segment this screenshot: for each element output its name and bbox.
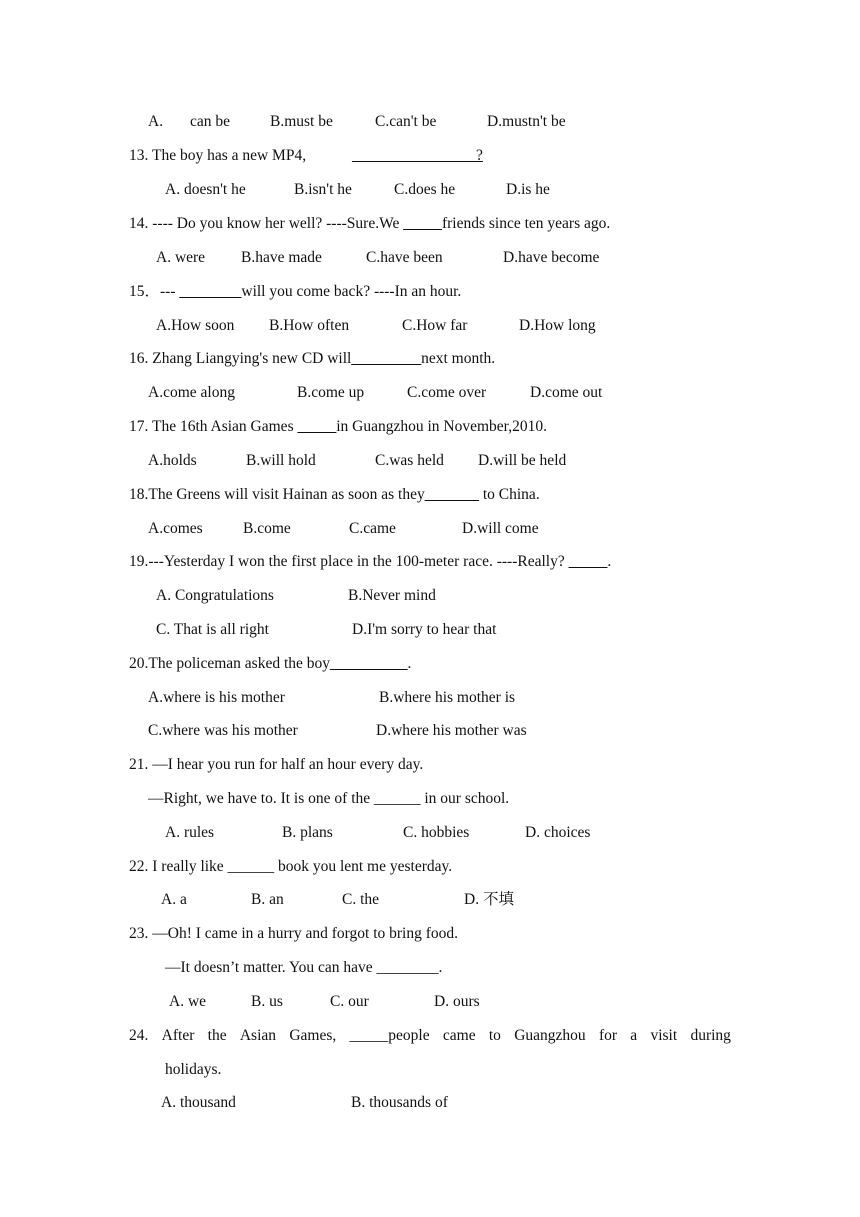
q24-word: 24. xyxy=(129,1027,149,1044)
q15-option-c: C.How far xyxy=(402,317,468,334)
q24-word: came xyxy=(442,1027,476,1044)
q16-option-d: D.come out xyxy=(530,384,603,401)
q17-stem-b: in Guangzhou in November,2010. xyxy=(336,418,547,435)
q21-stem: 21. —I hear you run for half an hour every day. xyxy=(129,756,424,773)
q22-option-b: B. an xyxy=(251,891,284,908)
q24-option-b: B. thousands of xyxy=(351,1094,448,1111)
q20-stem xyxy=(129,654,411,674)
q12-option-a: can be xyxy=(190,113,231,130)
q24-word: _____people xyxy=(349,1027,430,1044)
q13-stem xyxy=(129,146,306,166)
q14-stem-b: friends since ten years ago. xyxy=(441,215,611,232)
q18-stem-a: 18.The Greens will visit Hainan as soon as they xyxy=(129,486,425,503)
q21-stem-reply: —Right, we have to. It is one of the ______ in our school. xyxy=(148,790,510,807)
q15-option-a: A.How soon xyxy=(156,317,235,334)
q16-stem-a: 16. Zhang Liangying's new CD will xyxy=(129,350,352,367)
q17-option-b: B.will hold xyxy=(246,452,316,469)
q16-option-b: B.come up xyxy=(297,384,365,401)
q18-option-b: B.come xyxy=(243,520,291,537)
q19-option-a: A. Congratulations xyxy=(156,587,274,604)
q24-word: After xyxy=(161,1027,195,1044)
q19-stem xyxy=(129,552,611,572)
q24-stem xyxy=(129,1026,731,1046)
q20-stem-b: . xyxy=(407,655,412,672)
q14-stem-a: 14. ---- Do you know her well? ----Sure.We xyxy=(129,215,404,232)
q12-option-b: B.must be xyxy=(270,113,333,130)
q15-option-d: D.How long xyxy=(519,317,596,334)
q13-option-d: D.is he xyxy=(506,181,550,198)
q17-option-c: C.was held xyxy=(375,452,444,469)
q19-option-b: B.Never mind xyxy=(348,587,436,604)
q24-word: the xyxy=(207,1027,227,1044)
q19-option-c: C. That is all right xyxy=(156,621,269,638)
q16-option-c: C.come over xyxy=(407,384,487,401)
q18-option-a: A.comes xyxy=(148,520,203,537)
q18-option-d: D.will come xyxy=(462,520,539,537)
q12-option-d: D.mustn't be xyxy=(487,113,566,130)
q15-blank: ________ xyxy=(179,283,242,300)
q18-blank: _______ xyxy=(424,486,479,503)
q22-option-c: C. the xyxy=(342,891,380,908)
q14-stem xyxy=(129,214,610,234)
q18-stem xyxy=(129,485,540,505)
q19-stem-b: . xyxy=(607,553,612,570)
q12-option-c: C.can't be xyxy=(375,113,437,130)
q13-option-b: B.isn't he xyxy=(294,181,352,198)
q13-option-a: A. doesn't he xyxy=(165,181,246,198)
q24-word: during xyxy=(690,1027,731,1044)
q17-option-d: D.will be held xyxy=(478,452,567,469)
q23-option-c: C. our xyxy=(330,993,369,1010)
q21-option-c: C. hobbies xyxy=(403,824,470,841)
q20-option-a: A.where is his mother xyxy=(148,689,285,706)
q21-option-b: B. plans xyxy=(282,824,333,841)
q17-blank: _____ xyxy=(297,418,337,435)
q17-stem-a: 17. The 16th Asian Games xyxy=(129,418,298,435)
q15-stem xyxy=(129,282,461,302)
q20-stem-a: 20.The policeman asked the boy xyxy=(129,655,331,672)
q19-stem-a: 19.---Yesterday I won the first place in the 100-meter race. ----Really? xyxy=(129,553,569,570)
q22-stem: 22. I really like ______ book you lent me yesterday. xyxy=(129,858,453,875)
q24-word: to xyxy=(488,1027,501,1044)
q15-stem-a: 15．--- xyxy=(129,283,180,300)
q18-option-c: C.came xyxy=(349,520,396,537)
q14-blank: _____ xyxy=(403,215,442,232)
q24-word: Guangzhou xyxy=(514,1027,586,1044)
q20-option-c: C.where was his mother xyxy=(148,722,298,739)
q24-option-a: A. thousand xyxy=(161,1094,236,1111)
q14-option-a: A. were xyxy=(156,249,206,266)
q13-stem-text: 13. The boy has a new MP4, xyxy=(129,147,307,164)
q17-stem xyxy=(129,417,547,437)
q20-option-b: B.where his mother is xyxy=(379,689,516,706)
q15-option-b: B.How often xyxy=(269,317,350,334)
q24-word: a xyxy=(630,1027,638,1044)
q24-stem-continued: holidays. xyxy=(165,1061,222,1078)
q21-option-d: D. choices xyxy=(525,824,591,841)
q16-stem xyxy=(129,349,495,369)
q22-option-d: D. 不填 xyxy=(464,891,514,908)
q23-option-d: D. ours xyxy=(434,993,480,1010)
q24-word: visit xyxy=(650,1027,678,1044)
q23-stem: 23. —Oh! I came in a hurry and forgot to bring food. xyxy=(129,925,459,942)
q21-option-a: A. rules xyxy=(165,824,215,841)
q18-stem-b: to China. xyxy=(478,486,540,503)
q22-option-a: A. a xyxy=(161,891,187,908)
q23-stem-reply: —It doesn’t matter. You can have ________. xyxy=(165,959,443,976)
q16-option-a: A.come along xyxy=(148,384,235,401)
q13-option-c: C.does he xyxy=(394,181,456,198)
q15-stem-b: will you come back? ----In an hour. xyxy=(241,283,462,300)
q24-word: Asian xyxy=(239,1027,277,1044)
q24-word: Games, xyxy=(289,1027,337,1044)
q14-option-b: B.have made xyxy=(241,249,322,266)
q19-blank: _____ xyxy=(568,553,608,570)
q14-option-d: D.have become xyxy=(503,249,600,266)
q23-option-b: B. us xyxy=(251,993,283,1010)
q20-option-d: D.where his mother was xyxy=(376,722,527,739)
q23-option-a: A. we xyxy=(169,993,207,1010)
q14-option-c: C.have been xyxy=(366,249,443,266)
q12-option-a-letter: A. xyxy=(148,113,164,130)
q13-blank: ________________? xyxy=(352,147,483,164)
q20-blank: __________ xyxy=(330,655,408,672)
q24-word: for xyxy=(598,1027,618,1044)
q16-blank: _________ xyxy=(351,350,422,367)
q16-stem-b: next month. xyxy=(421,350,496,367)
q17-option-a: A.holds xyxy=(148,452,197,469)
q19-option-d: D.I'm sorry to hear that xyxy=(352,621,497,638)
